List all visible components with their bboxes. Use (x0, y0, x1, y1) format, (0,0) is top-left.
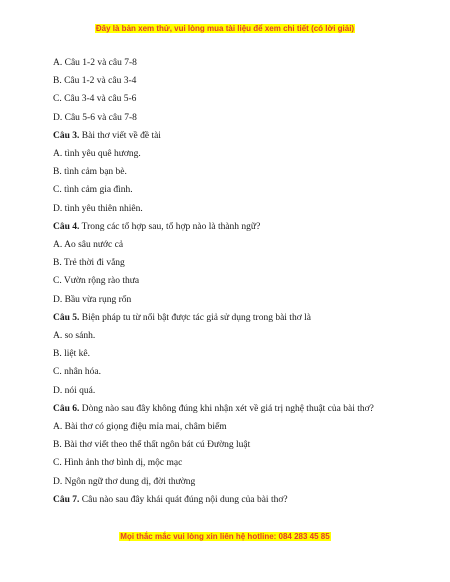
question-3-label: Câu 3. (53, 130, 80, 141)
q4-option-c: C. Vườn rộng rào thưa (53, 276, 140, 287)
preview-notice-text: Đây là bản xem thử, vui lòng mua tài liệu để xem chi tiết (có lời giải) (95, 24, 355, 33)
question-4-label: Câu 4. (53, 221, 80, 232)
question-6 (53, 400, 403, 418)
question-6-label: Câu 6. (53, 403, 80, 414)
question-5-label: Câu 5. (53, 312, 80, 323)
q5-option-a: A. so sánh. (53, 331, 96, 342)
q6-option-c: C. Hình ảnh thơ bình dị, mộc mạc (53, 458, 183, 469)
q2-option-a: A. Câu 1-2 và câu 7-8 (53, 58, 137, 68)
q4-option-d: D. Bầu vừa rụng rốn (53, 294, 132, 305)
question-7-label: Câu 7. (53, 494, 80, 505)
q6-option-d: D. Ngôn ngữ thơ dung dị, đời thường (53, 476, 196, 487)
question-7-text: Câu nào sau đây khái quát đúng nội dung của bài thơ? (79, 494, 288, 505)
hotline-text: Mọi thắc mắc vui lòng xin liên hệ hotline: 084 283 45 85 (120, 532, 330, 541)
question-7 (53, 491, 403, 509)
document-body (53, 54, 403, 509)
q3-option-c: C. tình cảm gia đình. (53, 185, 133, 196)
q3-option-a: A. tình yêu quê hương. (53, 149, 141, 160)
question-3 (53, 127, 403, 145)
q4-option-a: A. Ao sâu nước cả (53, 240, 124, 251)
q5-option-d: D. nói quá. (53, 385, 96, 396)
q2-option-b: B. Câu 1-2 và câu 3-4 (53, 76, 137, 87)
question-5-text: Biện pháp tu từ nổi bật được tác giả sử dụng trong bài thơ là (79, 312, 311, 323)
question-3-text: Bài thơ viết về đề tài (79, 130, 161, 141)
question-4 (53, 218, 403, 236)
q2-option-d: D. Câu 5-6 và câu 7-8 (53, 112, 137, 123)
q3-option-d: D. tình yêu thiên nhiên. (53, 203, 143, 214)
q5-option-c: C. nhân hóa. (53, 367, 102, 378)
question-5 (53, 309, 403, 327)
q6-option-a: A. Bài thơ có giọng điệu mỉa mai, châm biếm (53, 422, 227, 433)
preview-notice-banner (0, 24, 450, 33)
q5-option-b: B. liệt kê. (53, 349, 90, 360)
q3-option-b: B. tình cảm bạn bè. (53, 167, 127, 178)
q4-option-b: B. Trẻ thời đi vắng (53, 258, 125, 269)
hotline-banner (0, 532, 450, 541)
question-4-text: Trong các tổ hợp sau, tổ hợp nào là thành ngữ? (79, 221, 261, 232)
q2-option-c: C. Câu 3-4 và câu 5-6 (53, 94, 137, 105)
q6-option-b: B. Bài thơ viết theo thể thất ngôn bát cú Đường luật (53, 440, 251, 451)
question-6-text: Dòng nào sau đây không đúng khi nhận xét về giá trị nghệ thuật của bài thơ? (79, 403, 374, 414)
